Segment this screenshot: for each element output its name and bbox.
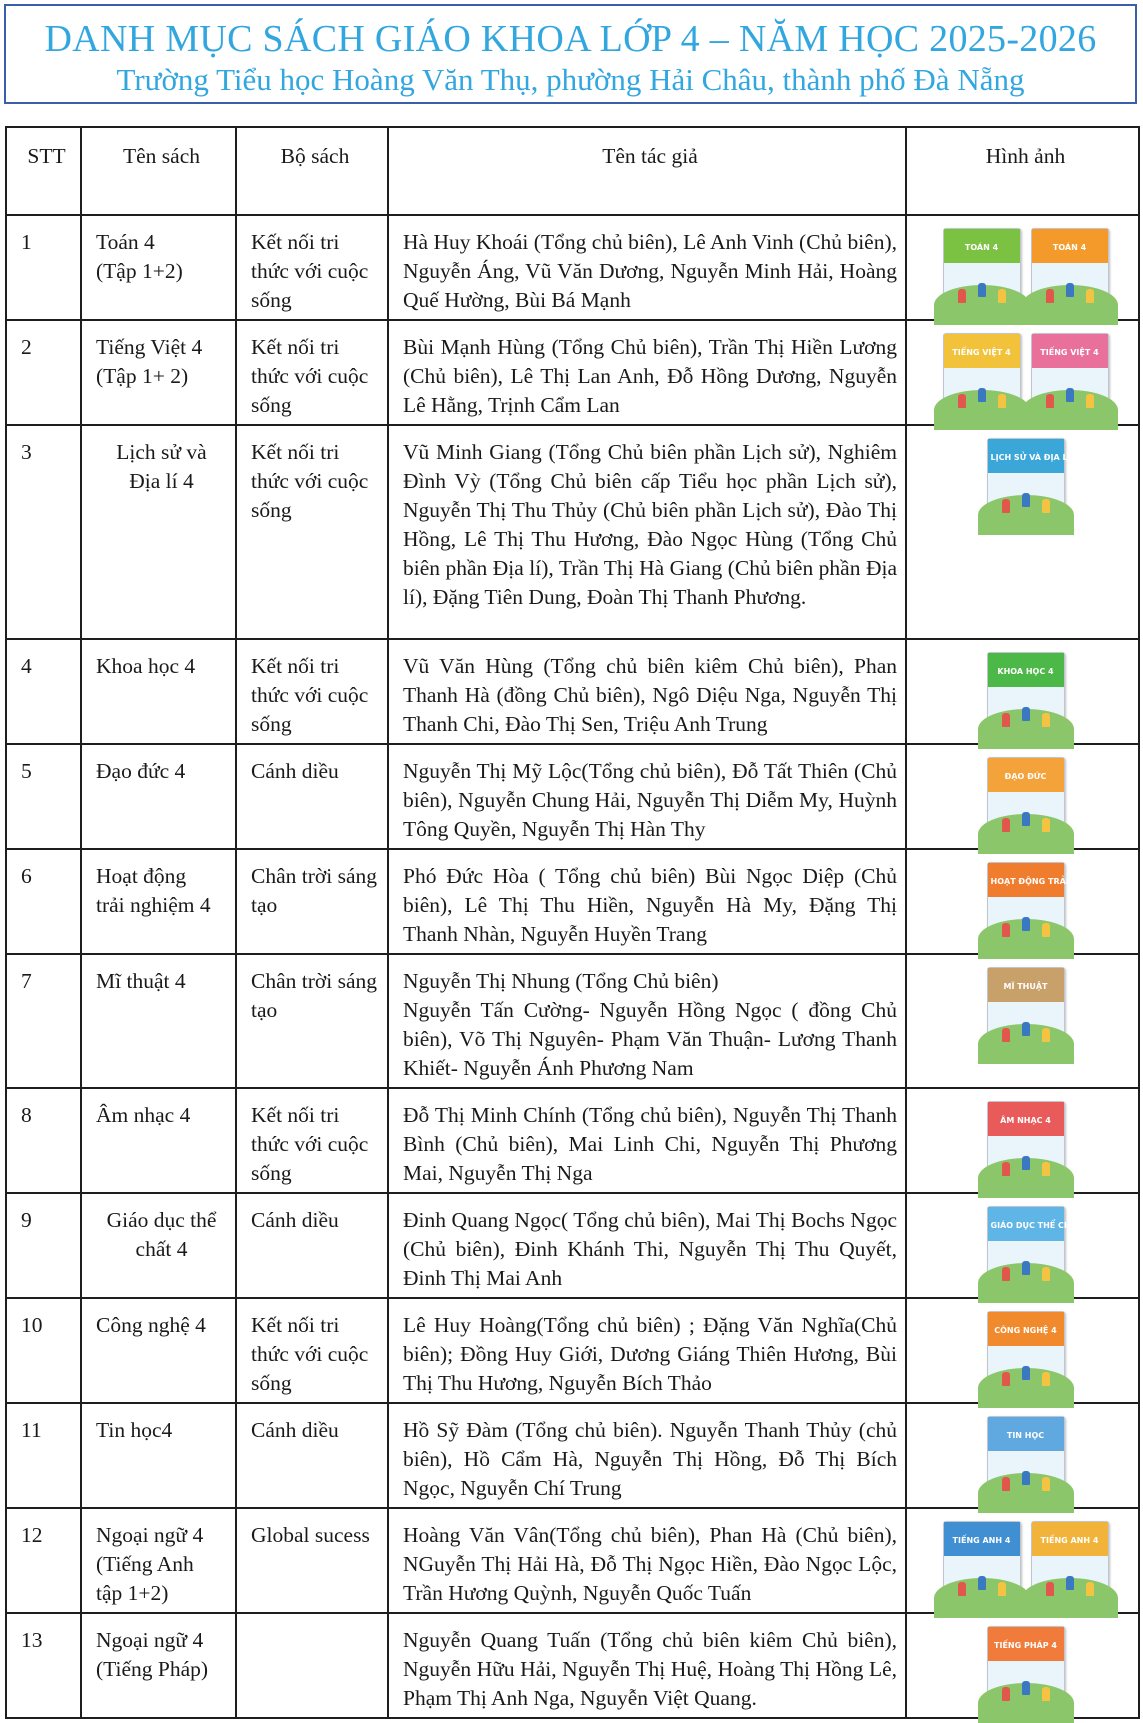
cover-figure bbox=[1002, 713, 1010, 727]
cover-illustration bbox=[988, 1451, 1064, 1499]
cover-figure bbox=[1066, 1576, 1074, 1590]
book-cover-image bbox=[987, 1311, 1065, 1395]
book-name: Đạo đức 4 bbox=[81, 744, 236, 849]
book-covers bbox=[921, 967, 1130, 1051]
book-authors: Lê Huy Hoàng(Tổng chủ biên) ; Đặng Văn Nghĩa(Chủ biên); Đồng Huy Giới, Dương Giáng Thiên Hương, Bùi Thị Thu Hương, Nguyễn Bích Thảo bbox=[388, 1298, 906, 1403]
book-cover-image bbox=[943, 1521, 1021, 1605]
book-cover-image bbox=[987, 652, 1065, 736]
book-image-cell bbox=[906, 744, 1139, 849]
book-cover-image bbox=[987, 757, 1065, 841]
book-series: Kết nối tri thức với cuộc sống bbox=[236, 425, 388, 639]
cover-figure bbox=[1022, 707, 1030, 721]
book-cover-image bbox=[987, 1416, 1065, 1500]
cover-title: ĐẠO ĐỨC bbox=[1004, 772, 1047, 781]
cover-figure bbox=[1022, 812, 1030, 826]
book-authors: Bùi Mạnh Hùng (Tổng Chủ biên), Trần Thị Hiền Lương (Chủ biên), Lê Thị Lan Anh, Đỗ Hồng Dương, Nguyễn Lê Hằng, Trịnh Cẩm Lan bbox=[388, 320, 906, 425]
book-series: Kết nối tri thức với cuộc sống bbox=[236, 1298, 388, 1403]
row-number: 10 bbox=[6, 1298, 81, 1403]
document-title: DANH MỤC SÁCH GIÁO KHOA LỚP 4 – NĂM HỌC 2025-2026 bbox=[44, 18, 1097, 60]
cover-figure bbox=[958, 289, 966, 303]
cover-figure bbox=[1042, 1162, 1050, 1176]
book-covers bbox=[921, 1416, 1130, 1500]
cover-illustration bbox=[988, 792, 1064, 840]
cover-figure bbox=[998, 394, 1006, 408]
row-number: 4 bbox=[6, 639, 81, 744]
book-series: Kết nối tri thức với cuộc sống bbox=[236, 1088, 388, 1193]
cover-illustration bbox=[988, 897, 1064, 945]
book-authors: Vũ Văn Hùng (Tổng chủ biên kiêm Chủ biên), Phan Thanh Hà (đồng Chủ biên), Ngô Diệu Nga, Nguyễn Thị Thanh Chi, Đào Thị Sen, Triệu Anh Trung bbox=[388, 639, 906, 744]
book-authors: Hoàng Văn Vân(Tổng chủ biên), Phan Hà (Chủ biên), NGuyễn Thị Hải Hà, Đỗ Thị Ngọc Hiền, Đào Ngọc Lộc, Trần Hương Quỳnh, Nguyễn Quốc Tuấn bbox=[388, 1508, 906, 1613]
cover-figure bbox=[1086, 1582, 1094, 1596]
row-number: 1 bbox=[6, 215, 81, 320]
cover-title: TIẾNG VIỆT 4 bbox=[952, 348, 1011, 357]
book-cover-image bbox=[987, 1101, 1065, 1185]
book-authors: Đỗ Thị Minh Chính (Tổng chủ biên), Nguyễn Thị Thanh Bình (Chủ biên), Mai Linh Chi, Nguyễn Thị Phương Mai, Nguyễn Thị Nga bbox=[388, 1088, 906, 1193]
book-covers bbox=[921, 1101, 1130, 1185]
cover-illustration bbox=[988, 1661, 1064, 1709]
book-covers bbox=[921, 1521, 1130, 1605]
row-number: 8 bbox=[6, 1088, 81, 1193]
table-row bbox=[6, 1193, 1139, 1298]
cover-illustration bbox=[988, 1002, 1064, 1050]
book-cover-image bbox=[987, 1626, 1065, 1710]
book-image-cell bbox=[906, 215, 1139, 320]
cover-figure bbox=[998, 289, 1006, 303]
row-number: 12 bbox=[6, 1508, 81, 1613]
book-authors: Vũ Minh Giang (Tổng Chủ biên phần Lịch sử), Nghiêm Đình Vỳ (Tổng Chủ biên cấp Tiểu học phần Lịch sử), Nguyễn Thị Thu Thủy (Chủ biên phần Lịch sử), Đào Thị Hồng, Lê Thị Thu Hương, Đào Ngọc Hùng (Tổng Chủ biên phần Địa lí), Trần Thị Hà Giang (Chủ biên phần Địa lí), Đặng Tiên Dung, Đoàn Thị Thanh Phương. bbox=[388, 425, 906, 639]
table-row bbox=[6, 1613, 1139, 1718]
column-header-series: Bộ sách bbox=[236, 127, 388, 215]
book-name: Hoạt động trải nghiệm 4 bbox=[81, 849, 236, 954]
book-covers bbox=[921, 228, 1130, 312]
row-number: 3 bbox=[6, 425, 81, 639]
table-row bbox=[6, 639, 1139, 744]
book-cover-image bbox=[987, 1206, 1083, 1290]
column-header-image: Hình ảnh bbox=[906, 127, 1139, 215]
book-cover-image bbox=[987, 862, 1108, 946]
cover-figure bbox=[958, 1582, 966, 1596]
cover-figure bbox=[978, 388, 986, 402]
cover-figure bbox=[1022, 917, 1030, 931]
book-authors: Nguyễn Thị Mỹ Lộc(Tổng chủ biên), Đỗ Tất Thiên (Chủ biên), Nguyễn Chung Hải, Nguyễn Thị Diễm My, Huỳnh Tông Quyền, Nguyễn Thị Hàn Thy bbox=[388, 744, 906, 849]
cover-title: LỊCH SỬ VÀ ĐỊA LÍ 4 bbox=[990, 453, 1079, 462]
cover-figure bbox=[1002, 1477, 1010, 1491]
document-header bbox=[4, 4, 1137, 104]
cover-figure bbox=[1002, 1687, 1010, 1701]
cover-figure bbox=[1002, 1162, 1010, 1176]
book-series: Chân trời sáng tạo bbox=[236, 954, 388, 1088]
book-authors: Hà Huy Khoái (Tổng chủ biên), Lê Anh Vinh (Chủ biên), Nguyễn Áng, Vũ Văn Dương, Nguyễn Minh Hải, Hoàng Quế Hường, Bùi Bá Mạnh bbox=[388, 215, 906, 320]
table-row bbox=[6, 1508, 1139, 1613]
book-cover-image bbox=[1031, 333, 1109, 417]
row-number: 7 bbox=[6, 954, 81, 1088]
cover-figure bbox=[1042, 1372, 1050, 1386]
column-header-book-name: Tên sách bbox=[81, 127, 236, 215]
table-body bbox=[6, 215, 1139, 1718]
cover-title: ÂM NHẠC 4 bbox=[1000, 1116, 1051, 1125]
cover-title: GIÁO DỤC THỂ CHẤT bbox=[990, 1221, 1083, 1230]
book-authors: Hồ Sỹ Đàm (Tổng chủ biên). Nguyễn Thanh Thủy (chủ biên), Hồ Cẩm Hà, Nguyễn Thị Hồng, Đỗ Thị Bích Ngọc, Nguyễn Chí Trung bbox=[388, 1403, 906, 1508]
cover-figure bbox=[1042, 1267, 1050, 1281]
cover-figure bbox=[1022, 493, 1030, 507]
cover-figure bbox=[1002, 1028, 1010, 1042]
book-authors: Phó Đức Hòa ( Tổng chủ biên) Bùi Ngọc Diệp (Chủ biên), Lê Thị Thu Hiền, Nguyễn Hà My, Đặng Thị Thanh Nhàn, Nguyễn Huyền Trang bbox=[388, 849, 906, 954]
book-image-cell bbox=[906, 639, 1139, 744]
cover-figure bbox=[1046, 1582, 1054, 1596]
book-covers bbox=[921, 438, 1130, 522]
book-series: Global sucess bbox=[236, 1508, 388, 1613]
cover-figure bbox=[1042, 1028, 1050, 1042]
book-name: Tin học4 bbox=[81, 1403, 236, 1508]
cover-figure bbox=[998, 1582, 1006, 1596]
book-image-cell bbox=[906, 1508, 1139, 1613]
cover-figure bbox=[1022, 1022, 1030, 1036]
book-cover-image bbox=[943, 228, 1021, 312]
book-cover-image bbox=[943, 333, 1021, 417]
book-image-cell bbox=[906, 1403, 1139, 1508]
cover-title: CÔNG NGHỆ 4 bbox=[994, 1326, 1057, 1335]
cover-title: TOÁN 4 bbox=[1052, 243, 1087, 252]
book-name: Ngoại ngữ 4 (Tiếng Anh tập 1+2) bbox=[81, 1508, 236, 1613]
cover-title: TIN HỌC bbox=[1006, 1431, 1045, 1440]
cover-figure bbox=[1042, 1687, 1050, 1701]
row-number: 6 bbox=[6, 849, 81, 954]
cover-figure bbox=[1002, 499, 1010, 513]
cover-figure bbox=[1022, 1366, 1030, 1380]
document-subtitle: Trường Tiểu học Hoàng Văn Thụ, phường Hải Châu, thành phố Đà Nẵng bbox=[116, 62, 1025, 97]
book-image-cell bbox=[906, 849, 1139, 954]
cover-title: TIẾNG ANH 4 bbox=[952, 1536, 1011, 1545]
cover-illustration bbox=[1032, 368, 1108, 416]
book-series: Chân trời sáng tạo bbox=[236, 849, 388, 954]
book-covers bbox=[921, 1626, 1130, 1710]
cover-illustration bbox=[988, 1346, 1064, 1394]
cover-illustration bbox=[944, 263, 1020, 311]
cover-figure bbox=[958, 394, 966, 408]
row-number: 13 bbox=[6, 1613, 81, 1718]
cover-figure bbox=[1002, 923, 1010, 937]
table-row bbox=[6, 425, 1139, 639]
cover-figure bbox=[1086, 394, 1094, 408]
book-name: Toán 4 (Tập 1+2) bbox=[81, 215, 236, 320]
cover-illustration bbox=[988, 1241, 1064, 1289]
book-series bbox=[236, 1613, 388, 1718]
cover-illustration bbox=[988, 687, 1064, 735]
cover-title: TIẾNG PHÁP 4 bbox=[994, 1641, 1057, 1650]
book-name: Công nghệ 4 bbox=[81, 1298, 236, 1403]
book-name: Âm nhạc 4 bbox=[81, 1088, 236, 1193]
book-image-cell bbox=[906, 1088, 1139, 1193]
cover-title: KHOA HỌC 4 bbox=[997, 667, 1054, 676]
book-cover-image bbox=[1031, 1521, 1109, 1605]
book-series: Cánh diều bbox=[236, 1403, 388, 1508]
book-name: Giáo dục thể chất 4 bbox=[81, 1193, 236, 1298]
book-covers bbox=[921, 757, 1130, 841]
book-covers bbox=[921, 862, 1130, 946]
book-covers bbox=[921, 1311, 1130, 1395]
book-cover-image bbox=[987, 438, 1079, 522]
cover-title: TIẾNG VIỆT 4 bbox=[1040, 348, 1099, 357]
cover-figure bbox=[1022, 1471, 1030, 1485]
table-row bbox=[6, 849, 1139, 954]
book-authors: Nguyễn Thị Nhung (Tổng Chủ biên) Nguyễn Tấn Cường- Nguyễn Hồng Ngọc ( đồng Chủ biên), Võ Thị Nguyên- Phạm Văn Thuận- Lương Thanh Khiết- Nguyễn Ánh Phương Nam bbox=[388, 954, 906, 1088]
table-row bbox=[6, 744, 1139, 849]
book-series: Cánh diều bbox=[236, 744, 388, 849]
cover-illustration bbox=[1032, 1556, 1108, 1604]
cover-figure bbox=[1066, 283, 1074, 297]
book-series: Kết nối tri thức với cuộc sống bbox=[236, 639, 388, 744]
cover-figure bbox=[978, 1576, 986, 1590]
cover-figure bbox=[1022, 1681, 1030, 1695]
cover-figure bbox=[1042, 818, 1050, 832]
cover-figure bbox=[1002, 818, 1010, 832]
cover-title: TIẾNG ANH 4 bbox=[1040, 1536, 1099, 1545]
book-name: Ngoại ngữ 4 (Tiếng Pháp) bbox=[81, 1613, 236, 1718]
cover-title: HOẠT ĐỘNG TRẢI NGHIỆM bbox=[990, 877, 1108, 886]
cover-figure bbox=[1042, 713, 1050, 727]
book-image-cell bbox=[906, 425, 1139, 639]
cover-title: MĨ THUẬT bbox=[1003, 982, 1048, 991]
cover-figure bbox=[1046, 394, 1054, 408]
cover-illustration bbox=[944, 368, 1020, 416]
book-name: Tiếng Việt 4 (Tập 1+ 2) bbox=[81, 320, 236, 425]
table-row bbox=[6, 1298, 1139, 1403]
book-image-cell bbox=[906, 1613, 1139, 1718]
row-number: 11 bbox=[6, 1403, 81, 1508]
table-row bbox=[6, 320, 1139, 425]
cover-figure bbox=[1042, 1477, 1050, 1491]
row-number: 5 bbox=[6, 744, 81, 849]
cover-illustration bbox=[944, 1556, 1020, 1604]
table-row bbox=[6, 1403, 1139, 1508]
table-row bbox=[6, 1088, 1139, 1193]
book-series: Kết nối tri thức với cuộc sống bbox=[236, 320, 388, 425]
row-number: 9 bbox=[6, 1193, 81, 1298]
cover-illustration bbox=[988, 473, 1064, 521]
book-authors: Nguyễn Quang Tuấn (Tổng chủ biên kiêm Chủ biên), Nguyễn Hữu Hải, Nguyễn Thị Huệ, Hoàng Thị Hồng Lê, Phạm Thị Anh Nga, Nguyễn Việt Quang. bbox=[388, 1613, 906, 1718]
book-authors: Đinh Quang Ngọc( Tổng chủ biên), Mai Thị Bochs Ngọc (Chủ biên), Đinh Khánh Thi, Nguyễn Thị Thu Quyết, Đinh Thị Mai Anh bbox=[388, 1193, 906, 1298]
book-image-cell bbox=[906, 1298, 1139, 1403]
table-header-row bbox=[6, 127, 1139, 215]
book-cover-image bbox=[987, 967, 1065, 1051]
cover-figure bbox=[978, 283, 986, 297]
cover-illustration bbox=[988, 1136, 1064, 1184]
column-header-authors: Tên tác giả bbox=[388, 127, 906, 215]
book-cover-image bbox=[1031, 228, 1109, 312]
column-header-stt: STT bbox=[6, 127, 81, 215]
book-image-cell bbox=[906, 320, 1139, 425]
book-name: Khoa học 4 bbox=[81, 639, 236, 744]
book-covers bbox=[921, 1206, 1130, 1290]
book-series: Cánh diều bbox=[236, 1193, 388, 1298]
book-covers bbox=[921, 333, 1130, 417]
cover-figure bbox=[1042, 499, 1050, 513]
textbook-table bbox=[5, 126, 1140, 1719]
book-name: Lịch sử và Địa lí 4 bbox=[81, 425, 236, 639]
book-name: Mĩ thuật 4 bbox=[81, 954, 236, 1088]
cover-figure bbox=[1002, 1372, 1010, 1386]
table-row bbox=[6, 954, 1139, 1088]
book-series: Kết nối tri thức với cuộc sống bbox=[236, 215, 388, 320]
row-number: 2 bbox=[6, 320, 81, 425]
cover-figure bbox=[1002, 1267, 1010, 1281]
book-covers bbox=[921, 652, 1130, 736]
cover-figure bbox=[1042, 923, 1050, 937]
cover-figure bbox=[1066, 388, 1074, 402]
cover-illustration bbox=[1032, 263, 1108, 311]
table-row bbox=[6, 215, 1139, 320]
book-image-cell bbox=[906, 954, 1139, 1088]
cover-figure bbox=[1022, 1261, 1030, 1275]
cover-figure bbox=[1086, 289, 1094, 303]
cover-figure bbox=[1046, 289, 1054, 303]
cover-title: TOÁN 4 bbox=[964, 243, 999, 252]
book-image-cell bbox=[906, 1193, 1139, 1298]
cover-figure bbox=[1022, 1156, 1030, 1170]
